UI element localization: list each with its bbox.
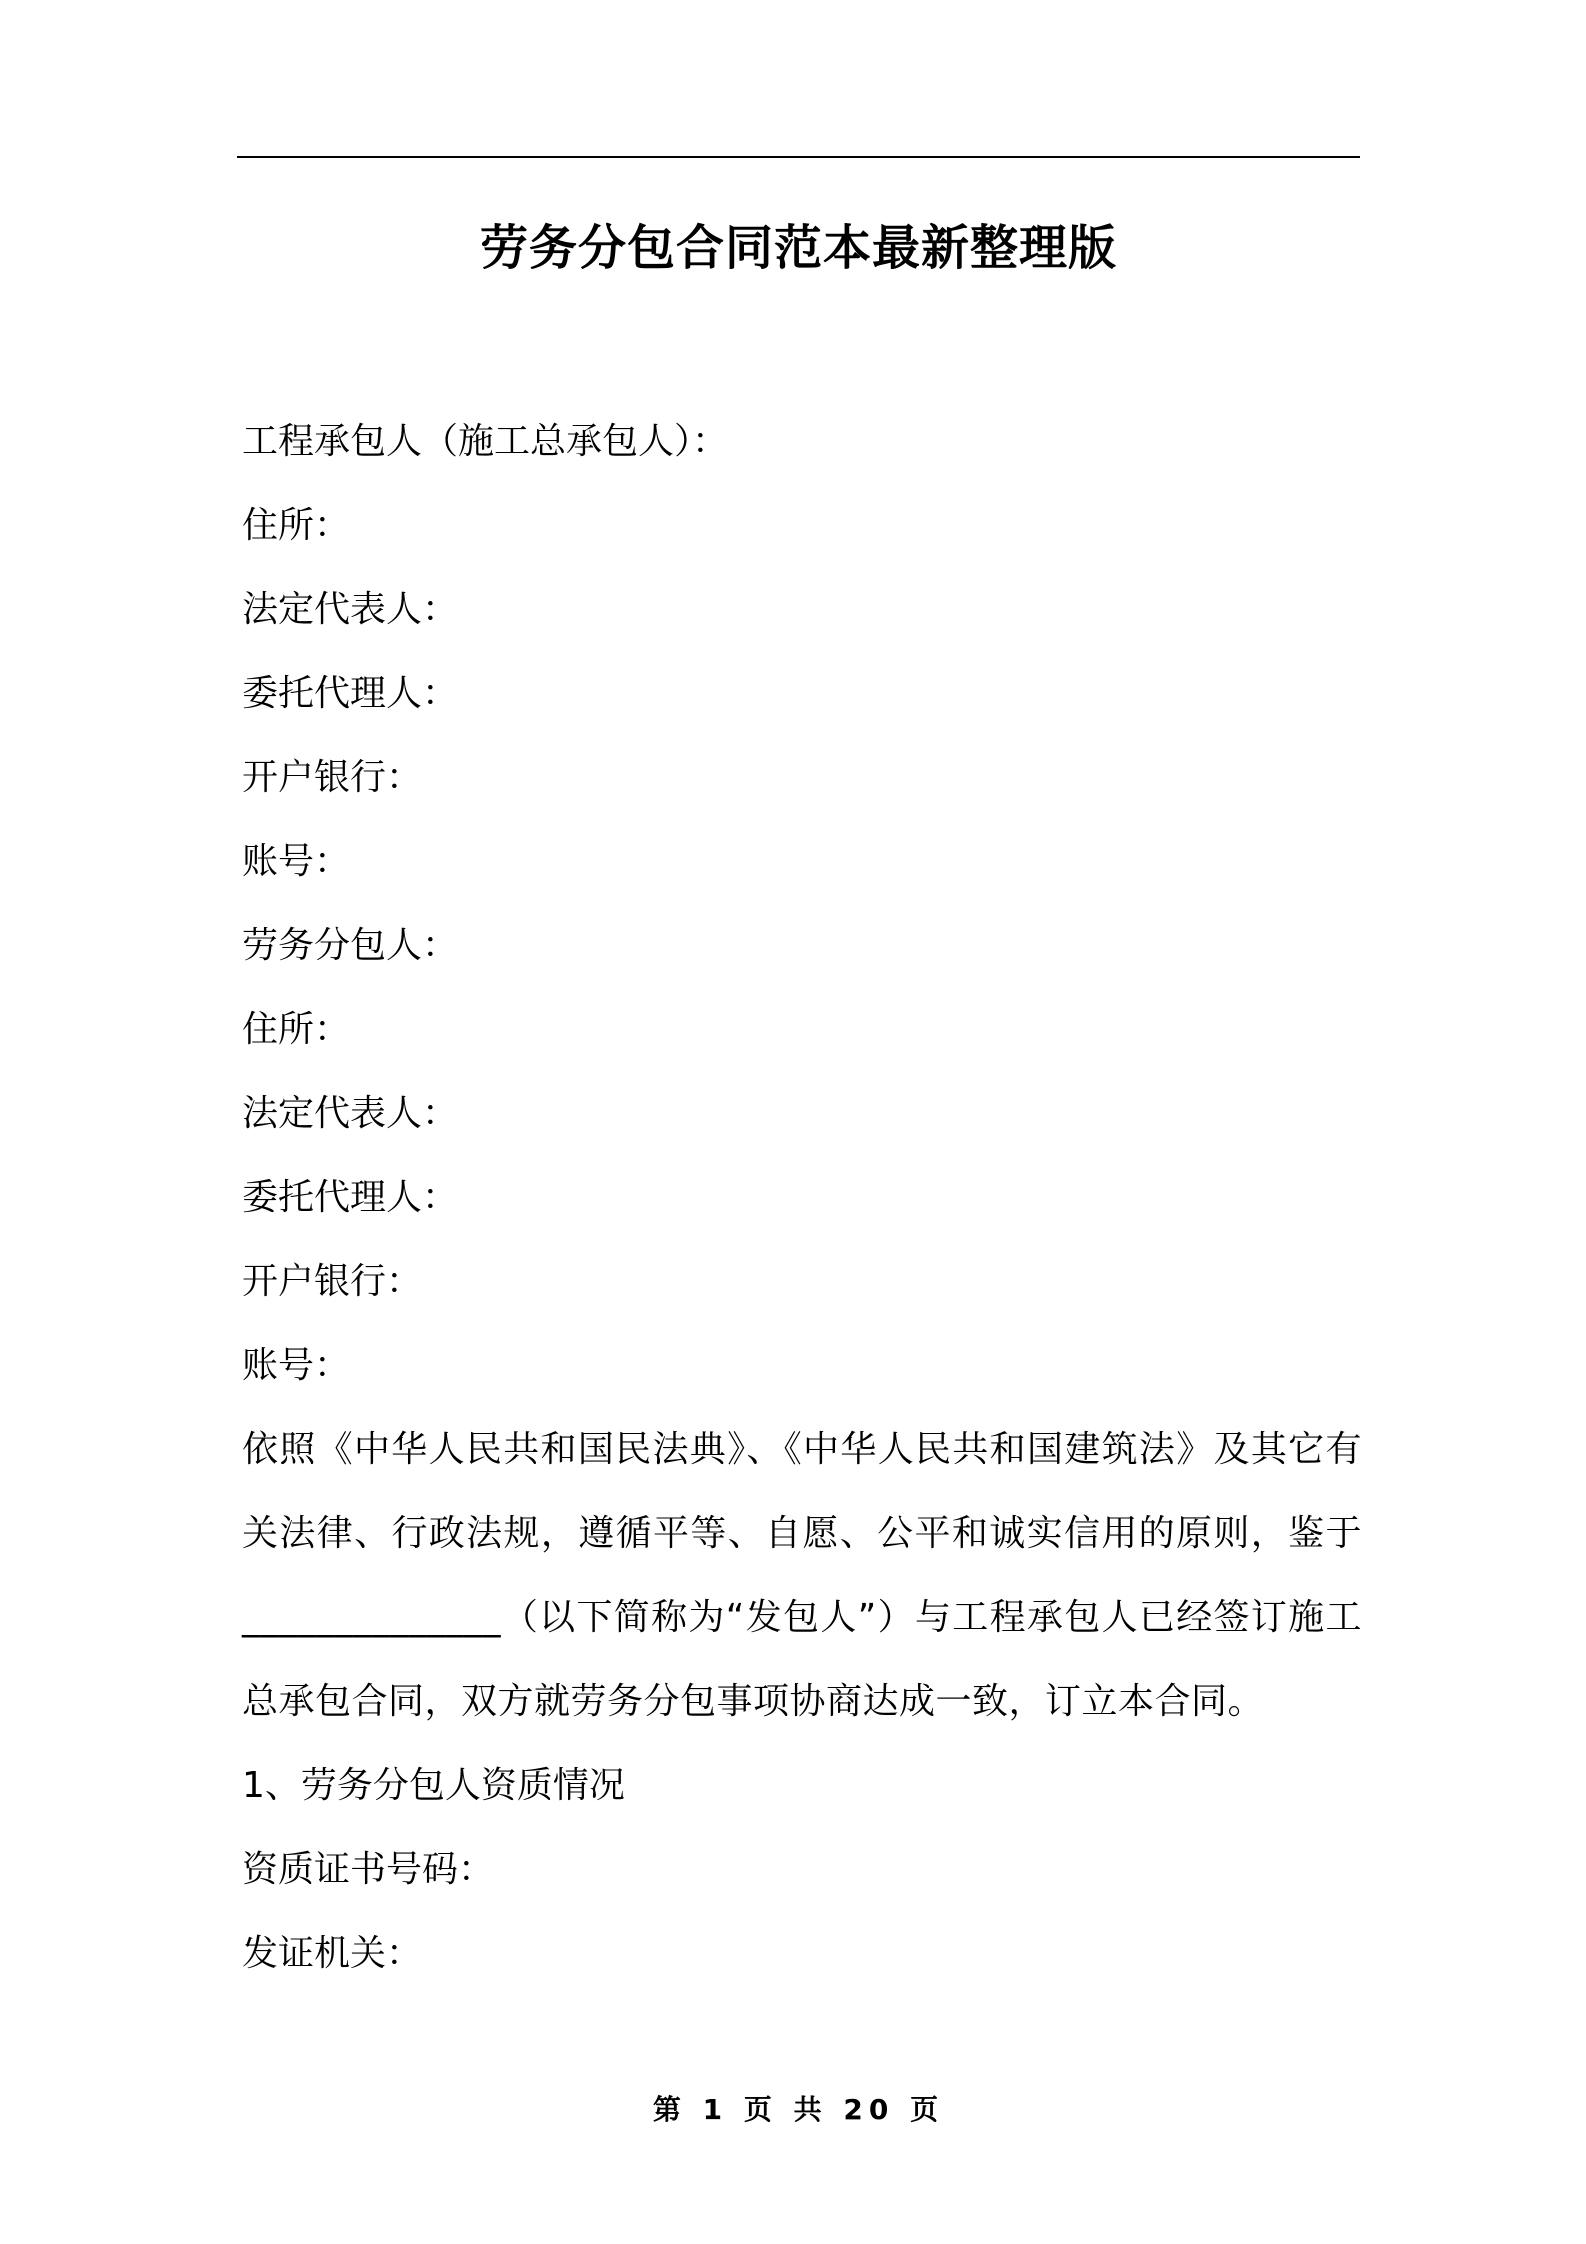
subcontractor-account-label: 账号：: [242, 1345, 351, 1386]
contractor-legal-rep-label: 法定代表人：: [242, 589, 459, 630]
cert-number-label: 资质证书号码：: [242, 1849, 495, 1890]
subcontractor-heading: 劳务分包人：: [242, 925, 459, 966]
subcontractor-agent-label: 委托代理人：: [242, 1177, 459, 1218]
page-number: 第 1 页 共 20 页: [652, 2093, 945, 2126]
subcontractor-bank-label: 开户银行：: [242, 1261, 423, 1302]
contractor-account-label: 账号：: [242, 841, 351, 882]
section-1: [242, 1744, 1362, 1996]
document-title: 劳务分包合同范本最新整理版: [479, 220, 1117, 276]
contractor-heading: 工程承包人（施工总承包人）：: [242, 421, 729, 462]
contractor-section: [242, 400, 1362, 904]
contractor-address-label: 住所：: [242, 505, 351, 546]
section-1-heading: 1、劳务分包人资质情况: [242, 1765, 625, 1806]
preamble-paragraph: 依照《中华人民共和国民法典》、《中华人民共和国建筑法》及其它有关法律、行政法规，遵循平等、自愿、公平和诚实信用的原则，鉴于______________（以下简称为“发包人”）与工程承包人已经签订施工总承包合同，双方就劳务分包事项协商达成一致，订立本合同。: [242, 1429, 1362, 1722]
subcontractor-section: [242, 904, 1362, 1408]
contractor-bank-label: 开户银行：: [242, 757, 423, 798]
header-rule: [237, 156, 1360, 158]
issuing-authority-label: 发证机关：: [242, 1933, 423, 1974]
document-body: [242, 400, 1362, 1996]
contractor-agent-label: 委托代理人：: [242, 673, 459, 714]
subcontractor-legal-rep-label: 法定代表人：: [242, 1093, 459, 1134]
subcontractor-address-label: 住所：: [242, 1009, 351, 1050]
